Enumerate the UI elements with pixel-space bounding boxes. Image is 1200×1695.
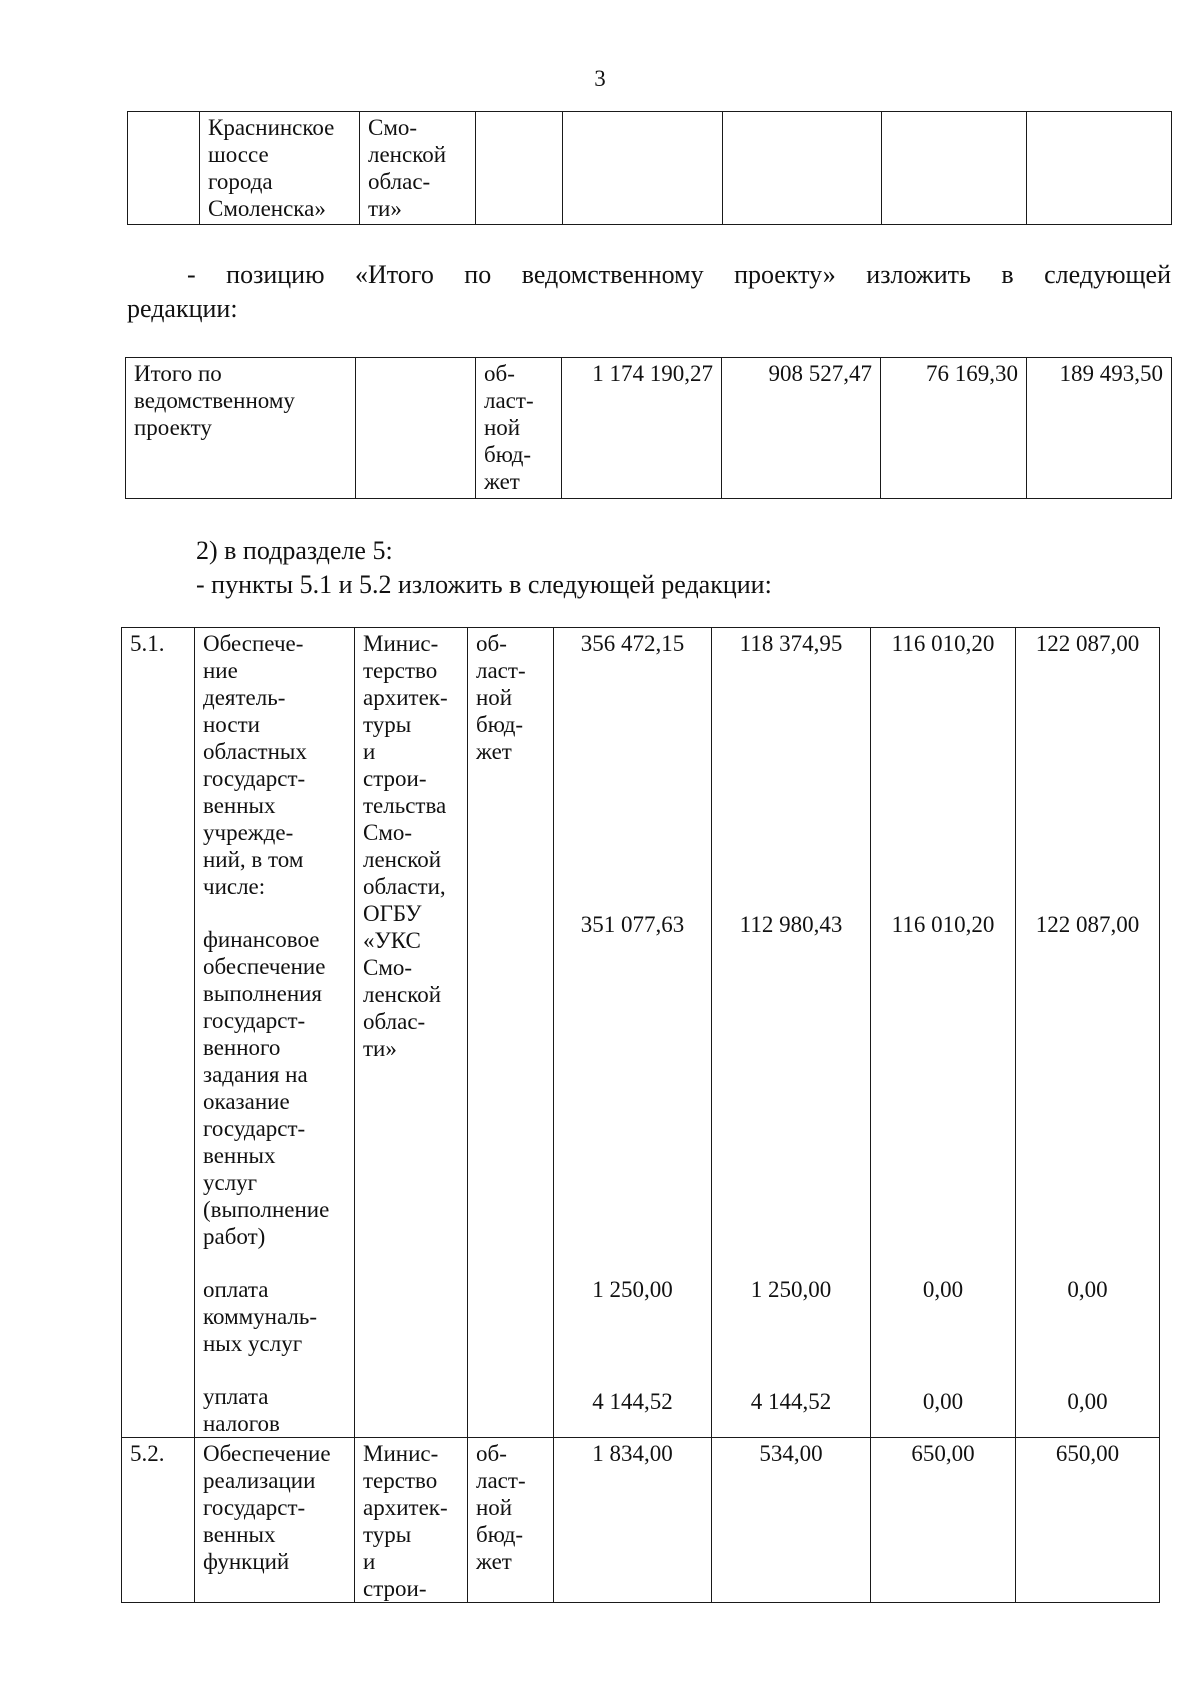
- word: «Итого: [355, 260, 434, 289]
- word: и: [363, 1549, 376, 1574]
- budget-source-cell: [468, 628, 554, 1438]
- text-line: области,: [363, 874, 446, 899]
- cell-empty: [882, 112, 1027, 225]
- text-line: бюд-: [476, 1522, 524, 1547]
- text-line: задания на: [203, 1062, 308, 1087]
- text-line: числе:: [203, 874, 266, 899]
- value-year-1: 534,00: [712, 1438, 871, 1603]
- text-line: реализации: [203, 1468, 316, 1493]
- text-line: ведомственному: [134, 388, 295, 413]
- cell-empty: [356, 358, 476, 499]
- value-column-year-1: [712, 628, 871, 1438]
- value-column-year-2: [871, 628, 1016, 1438]
- text-line: [363, 711, 459, 765]
- text-line: венного: [203, 1035, 281, 1060]
- executor-cell: [355, 1438, 468, 1603]
- text-line: строи-: [363, 766, 427, 791]
- text-line: областных: [203, 739, 307, 764]
- text-line: ной: [476, 1495, 513, 1520]
- text-line: государст-: [203, 1495, 306, 1520]
- value-sub1: 122 087,00: [1035, 912, 1140, 937]
- text-line: жет: [476, 1549, 512, 1574]
- text-line: финансовое: [203, 927, 320, 952]
- value-sub2: 0,00: [1067, 1277, 1108, 1302]
- value-sub2: 0,00: [922, 1277, 964, 1302]
- text-line: Смоленска»: [208, 196, 326, 221]
- text-line: строи-: [363, 1576, 427, 1601]
- value-sub1: 351 077,63: [580, 912, 685, 937]
- paragraph-line: - пункты 5.1 и 5.2 изложить в следующей редакции:: [196, 570, 772, 599]
- text-line: ных услуг: [203, 1331, 303, 1356]
- text-line: шоссе: [208, 142, 269, 167]
- budget-source-cell: [476, 358, 562, 499]
- object-name-cell: [200, 112, 360, 225]
- text-line: венных: [203, 1143, 276, 1168]
- value-year-3: 189 493,50: [1027, 358, 1172, 499]
- value-sub2: 1 250,00: [750, 1277, 832, 1302]
- word: деятель-: [203, 685, 286, 710]
- item-name-cell: [195, 628, 355, 1438]
- word: позицию: [226, 260, 325, 289]
- cell-empty: [723, 112, 882, 225]
- text-line: об-: [484, 361, 515, 386]
- value-main: 116 010,20: [891, 631, 995, 656]
- text-line: Краснинское: [208, 115, 335, 140]
- text-line: Обеспече-: [203, 631, 304, 656]
- text-line: (выполнение: [203, 1197, 330, 1222]
- text-line: ласт-: [476, 658, 526, 683]
- value-main: 118 374,95: [739, 631, 843, 656]
- instruction-paragraph-1: [127, 258, 1171, 326]
- text-line: венных: [203, 793, 276, 818]
- main-table: [121, 627, 1160, 1603]
- value-sub2: 1 250,00: [592, 1277, 673, 1302]
- cell-empty: [476, 112, 563, 225]
- text-line: [203, 657, 346, 711]
- text-line: «УКС: [363, 928, 421, 953]
- text-line: ленской: [368, 142, 447, 167]
- total-table: [125, 357, 1172, 499]
- item-name-cell: [195, 1438, 355, 1603]
- text-line: учрежде-: [203, 820, 294, 845]
- text-line: жет: [484, 469, 520, 494]
- text-line: ний, в том: [203, 847, 304, 872]
- value-sub1: 112 980,43: [739, 912, 843, 937]
- text-line: функций: [203, 1549, 290, 1574]
- page-number: 3: [594, 66, 606, 91]
- instruction-paragraph-2: [196, 534, 1176, 602]
- continuation-table: [127, 111, 1172, 225]
- cell-empty: [128, 112, 200, 225]
- text-line: архитек-: [363, 685, 448, 710]
- budget-source-cell: [468, 1438, 554, 1603]
- value-main: 122 087,00: [1035, 631, 1140, 656]
- word: и: [363, 739, 376, 764]
- value-year-1: 908 527,47: [722, 358, 881, 499]
- value-column-year-3: [1016, 628, 1160, 1438]
- text-line: Смо-: [363, 955, 413, 980]
- text-line: венных: [203, 1522, 276, 1547]
- text-line: ной: [476, 685, 513, 710]
- text-line: жет: [476, 739, 512, 764]
- item-number: 5.2.: [122, 1438, 195, 1603]
- executor-cell: [355, 628, 468, 1438]
- text-line: государст-: [203, 1008, 306, 1033]
- text-line: терство: [363, 658, 438, 683]
- text-line: об-: [476, 631, 507, 656]
- word: туры: [363, 1522, 412, 1547]
- value-total: 1 174 190,27: [562, 358, 722, 499]
- text-line: проекту: [134, 415, 212, 440]
- text-line: ной: [484, 415, 521, 440]
- paragraph-line: 2) в подразделе 5:: [196, 536, 393, 565]
- text-line: налогов: [203, 1411, 280, 1436]
- text-line: облас-: [368, 169, 431, 194]
- text-line: терство: [363, 1468, 438, 1493]
- text-line: ности: [203, 712, 260, 737]
- text-line: архитек-: [363, 1495, 448, 1520]
- table-row: [122, 1438, 1160, 1603]
- text-line: тельства: [363, 793, 447, 818]
- text-line: Итого по: [134, 361, 222, 386]
- table-row: [122, 628, 1160, 1438]
- value-main: 356 472,15: [580, 631, 685, 656]
- text-line: города: [208, 169, 273, 194]
- text-line: бюд-: [484, 442, 532, 467]
- word: ведомственному: [521, 260, 704, 289]
- paragraph-line: [127, 258, 1171, 292]
- text-line: работ): [203, 1224, 266, 1249]
- text-line: Минис-: [363, 1441, 439, 1466]
- text-line: оплата: [203, 1277, 269, 1302]
- total-label-cell: [126, 358, 356, 499]
- paragraph-line: редакции:: [127, 294, 238, 323]
- value-sub3: 0,00: [922, 1389, 964, 1414]
- text-line: [363, 1521, 459, 1575]
- value-year-2: 76 169,30: [881, 358, 1027, 499]
- word: туры: [363, 712, 412, 737]
- text-line: Смо-: [368, 115, 418, 140]
- word: по: [464, 260, 492, 289]
- text-line: ти»: [368, 196, 402, 221]
- text-line: ти»: [363, 1036, 397, 1061]
- executor-cell: [360, 112, 476, 225]
- value-sub3: 4 144,52: [750, 1389, 832, 1414]
- item-number: 5.1.: [122, 628, 195, 1438]
- value-sub3: 0,00: [1067, 1389, 1108, 1414]
- value-column-total: [554, 628, 712, 1438]
- word: -: [187, 260, 196, 289]
- text-line: Минис-: [363, 631, 439, 656]
- text-line: оказание: [203, 1089, 290, 1114]
- text-line: Смо-: [363, 820, 413, 845]
- text-line: ленской: [363, 982, 442, 1007]
- text-line: об-: [476, 1441, 507, 1466]
- text-line: ОГБУ: [363, 901, 422, 926]
- text-line: обеспечение: [203, 954, 326, 979]
- word: изложить: [866, 260, 971, 289]
- value-year-3: 650,00: [1016, 1438, 1160, 1603]
- text-line: Обеспечение: [203, 1441, 331, 1466]
- text-line: государст-: [203, 766, 306, 791]
- value-year-2: 650,00: [871, 1438, 1016, 1603]
- text-line: ласт-: [484, 388, 534, 413]
- text-line: государст-: [203, 1116, 306, 1141]
- text-line: коммуналь-: [203, 1304, 318, 1329]
- word: проекту»: [734, 260, 836, 289]
- value-sub1: 116 010,20: [891, 912, 995, 937]
- text-line: ленской: [363, 847, 442, 872]
- text-line: облас-: [363, 1009, 426, 1034]
- text-line: услуг: [203, 1170, 258, 1195]
- value-sub3: 4 144,52: [592, 1389, 673, 1414]
- word: ние: [203, 658, 238, 683]
- word: следующей: [1044, 260, 1171, 289]
- text-line: бюд-: [476, 712, 524, 737]
- cell-empty: [1027, 112, 1172, 225]
- text-line: выполнения: [203, 981, 323, 1006]
- word: в: [1001, 260, 1014, 289]
- cell-empty: [563, 112, 723, 225]
- text-line: ласт-: [476, 1468, 526, 1493]
- text-line: уплата: [203, 1384, 269, 1409]
- value-total: 1 834,00: [554, 1438, 712, 1603]
